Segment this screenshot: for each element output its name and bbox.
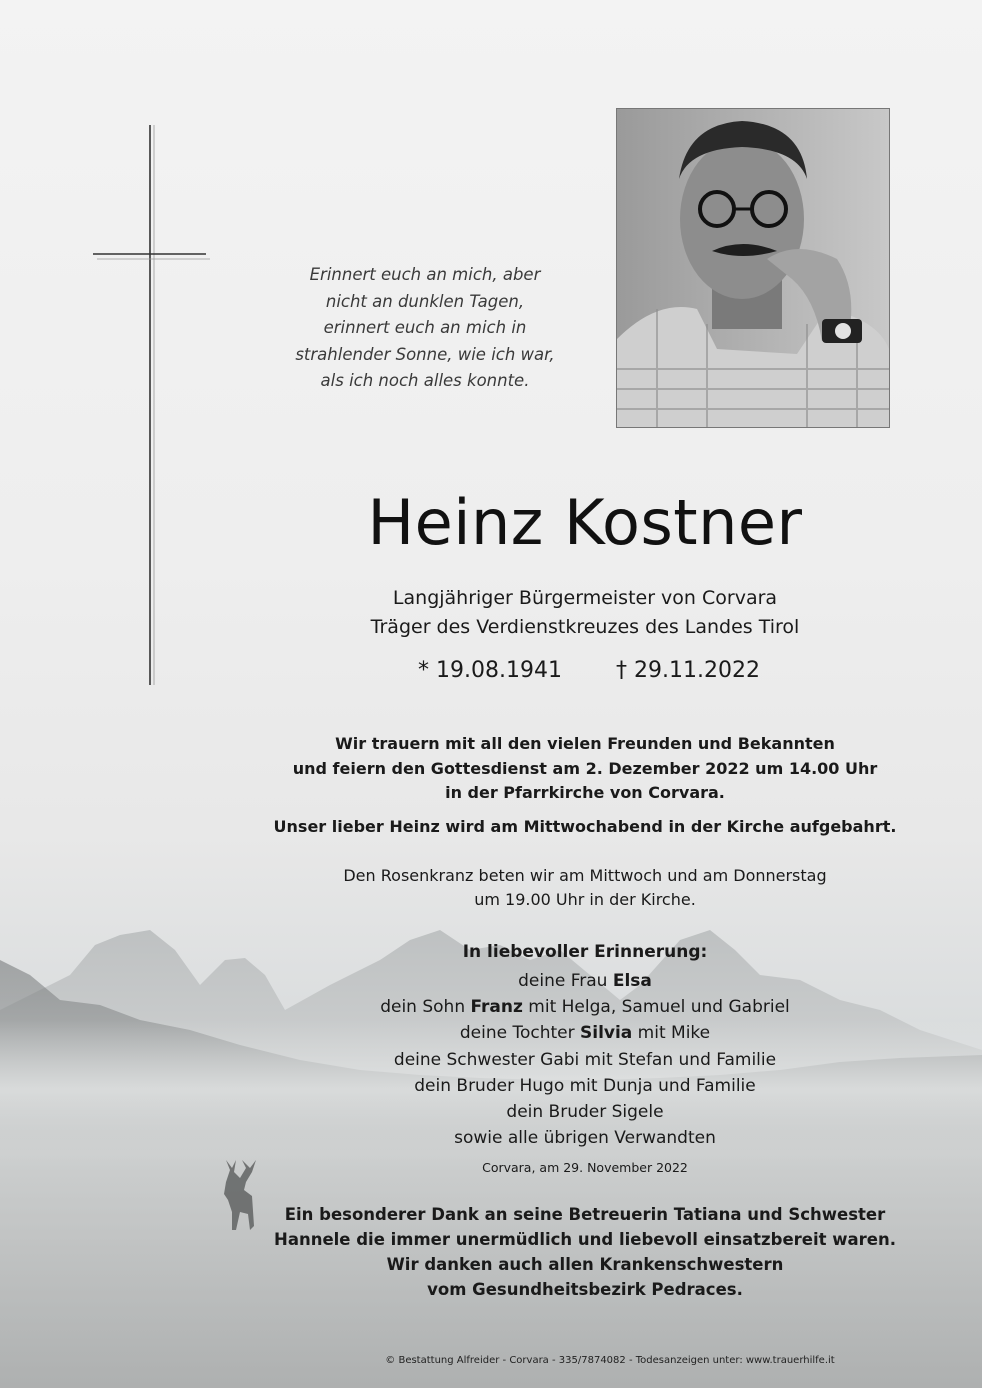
family-list [240, 968, 930, 1151]
relation-detail: mit Mike [632, 1023, 711, 1044]
relation: deine Tochter [459, 1023, 580, 1044]
service-announcement [240, 732, 930, 806]
rosary-line: um 19.00 Uhr in der Kirche. [474, 890, 696, 909]
viewing-notice [240, 815, 930, 839]
member-name: Silvia [580, 1023, 633, 1044]
titles [300, 584, 870, 642]
family-member-son [240, 994, 930, 1020]
member-name: Franz [470, 997, 523, 1018]
viewing-line: Unser lieber Heinz wird am Mittwochabend in der Kirche aufgebahrt. [273, 817, 897, 836]
thanks-line: Ein besonderer Dank an seine Betreuerin Tatiana und Schwester [284, 1205, 886, 1224]
thanks-line: Wir danken auch allen Krankenschwestern [386, 1255, 784, 1274]
family-others: sowie alle übrigen Verwandten [454, 1128, 716, 1149]
service-line: in der Pfarrkirche von Corvara. [445, 783, 725, 802]
relation-detail: mit Helga, Samuel und Gabriel [522, 997, 790, 1018]
quote-line: Erinnert euch an mich, aber [309, 265, 541, 284]
thanks-notice [240, 1202, 930, 1302]
family-member-daughter [240, 1020, 930, 1046]
deceased-name: Heinz Kostner [367, 486, 803, 559]
memorial-quote [260, 262, 590, 395]
service-line: und feiern den Gottesdienst am 2. Dezember 2022 um 14.00 Uhr [292, 758, 878, 778]
service-line: Wir trauern mit all den vielen Freunden und Bekannten [335, 734, 835, 753]
birth-date: * 19.08.1941 [418, 658, 562, 683]
thanks-line: vom Gesundheitsbezirk Pedraces. [427, 1280, 743, 1299]
quote-line: strahlender Sonne, wie ich war, [295, 344, 555, 364]
title-line: Träger des Verdienstkreuzes des Landes Tirol [370, 616, 800, 638]
quote-line: erinnert euch an mich in [323, 318, 527, 337]
death-date: † 29.11.2022 [616, 658, 760, 683]
rosary-line: Den Rosenkranz beten wir am Mittwoch und am Donnerstag [343, 866, 827, 885]
thanks-line: Hannele die immer unermüdlich und liebevoll einsatzbereit waren. [274, 1230, 896, 1249]
family-member-brother: dein Bruder Sigele [506, 1102, 664, 1123]
member-name: Elsa [612, 971, 652, 991]
family-member-wife [240, 968, 930, 994]
family-heading-text: In liebevoller Erinnerung: [462, 942, 708, 962]
place-date-text: Corvara, am 29. November 2022 [482, 1160, 688, 1175]
relation: deine Frau [518, 971, 613, 991]
quote-line: nicht an dunklen Tagen, [325, 291, 525, 311]
rosary-notice [240, 864, 930, 912]
portrait-photo [616, 108, 890, 428]
title-line: Langjähriger Bürgermeister von Corvara [392, 587, 778, 609]
place-and-date [240, 1159, 930, 1177]
family-member-sister: deine Schwester Gabi mit Stefan und Familie [393, 1049, 777, 1070]
quote-line: als ich noch alles konnte. [320, 371, 530, 390]
family-member-brother: dein Bruder Hugo mit Dunja und Familie [414, 1075, 756, 1096]
family-heading [240, 940, 930, 965]
footer-credit: © Bestattung Alfreider - Corvara - 335/7874082 - Todesanzeigen unter: www.trauerhilfe.it [385, 1355, 835, 1366]
relation: dein Sohn [380, 997, 471, 1018]
